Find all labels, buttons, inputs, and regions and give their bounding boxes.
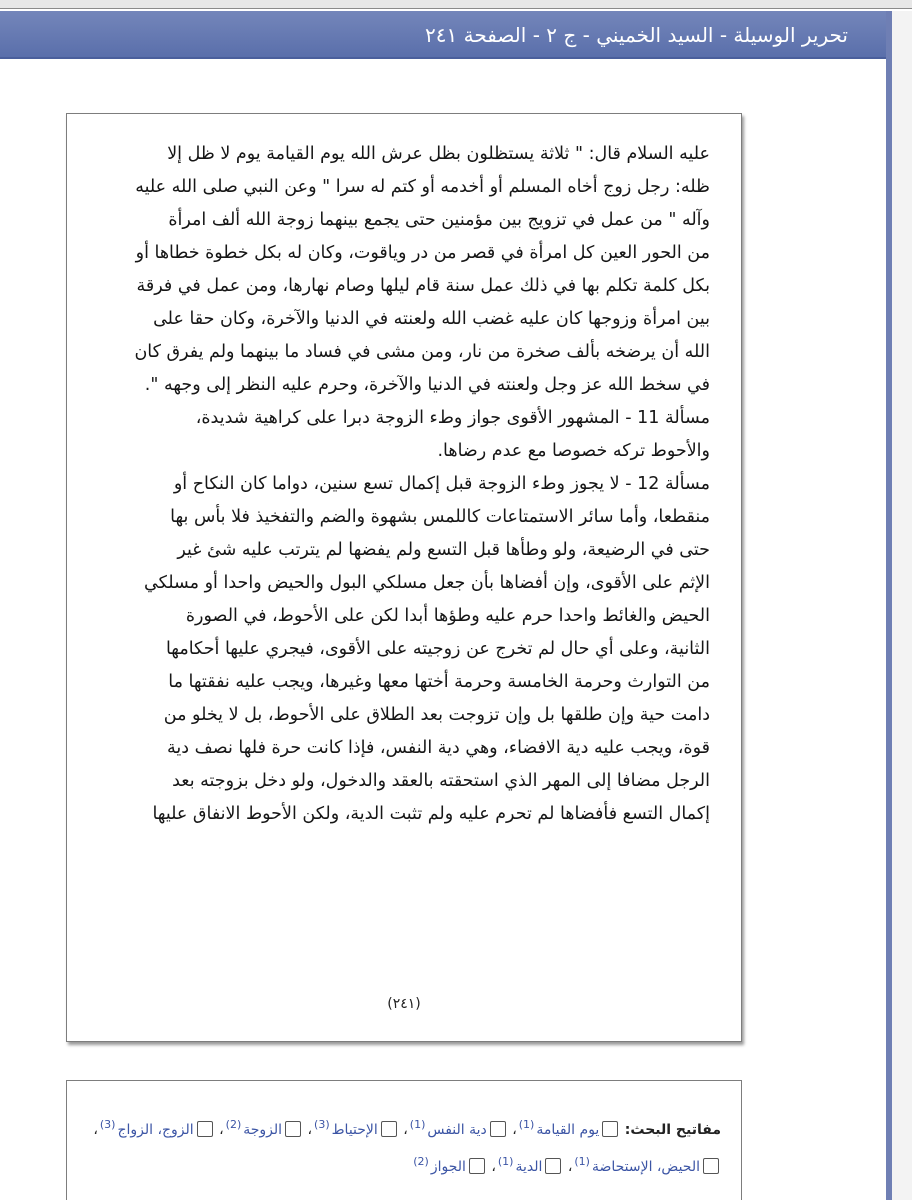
text-line: الثانية، وعلى أي حال لم تخرج عن زوجيته على الأقوى، فيجري عليها أحكامها [165, 639, 710, 659]
right-scroll-strip [892, 11, 912, 1200]
keyword-link[interactable]: الجواز [430, 1159, 466, 1175]
keyword-link[interactable]: الدية [515, 1159, 543, 1175]
text-line: بين امرأة وزوجها كان عليه غضب الله ولعنته في الدنيا والآخرة، وكان حقا على [153, 309, 710, 329]
keyword-separator: ، [486, 1159, 496, 1175]
text-line: منقطعا، وأما سائر الاستمتاعات كاللمس بشهوة والضم والتفخيذ فلا بأس بها [170, 507, 710, 527]
keyword-checkbox[interactable] [703, 1158, 719, 1174]
keyword-separator: ، [398, 1122, 408, 1138]
keyword-link[interactable]: الزوجة [243, 1122, 283, 1138]
keywords-list [81, 1109, 721, 1183]
keyword-item[interactable] [408, 1118, 508, 1138]
keyword-count: (1) [574, 1155, 590, 1168]
keyword-item[interactable] [572, 1155, 721, 1175]
page-title: تحرير الوسيلة - السيد الخميني - ج ٢ - الصفحة ٢٤١ [425, 23, 848, 47]
page-number: (٢٤١) [387, 996, 421, 1012]
keyword-separator: ، [303, 1122, 313, 1138]
text-line: والأحوط تركه خصوصا مع عدم رضاها. [437, 441, 710, 461]
keyword-count: (1) [518, 1118, 535, 1131]
keyword-item[interactable] [224, 1118, 303, 1138]
keyword-separator: ، [214, 1122, 224, 1138]
text-line: من الحور العين كل امرأة في قصر من در وياقوت، وكان له بكل خطوة خطاها أو [135, 243, 710, 263]
keyword-separator: ، [93, 1122, 98, 1138]
top-rule [0, 0, 912, 9]
keyword-link[interactable]: الحيض، الإستحاضة [591, 1159, 700, 1175]
text-line: حتى في الرضيعة، ولو وطأها قبل التسع ولم يفضها لم يترتب عليه شئ غير [177, 540, 710, 560]
title-bar [0, 11, 886, 59]
text-line: مسألة 12 - لا يجوز وطء الزوجة قبل إكمال تسع سنين، دواما كان النكاح أو [173, 474, 710, 494]
keyword-checkbox[interactable] [545, 1158, 561, 1174]
keyword-link[interactable]: الإحتياط [331, 1122, 378, 1138]
text-line: الإثم على الأقوى، وإن أفضاها بأن جعل مسلكي البول والحيض واحدا أو مسلكي [144, 573, 710, 593]
book-page [66, 113, 742, 1042]
text-line: قوة، ويجب عليه دية الافضاء، وهي دية النفس، فإذا كانت حرة فلها نصف دية [167, 738, 710, 758]
keyword-item[interactable] [411, 1155, 487, 1175]
text-line: إكمال التسع فأفضاها لم تحرم عليه ولم تثبت الدية، ولكن الأحوط الانفاق عليها [152, 804, 710, 824]
text-line: الله أن يرضخه بألف صخرة من نار، ومن مشى في فساد ما بينهما ولم يفرق كان [134, 342, 710, 362]
keyword-checkbox[interactable] [197, 1121, 213, 1137]
keywords-panel [66, 1080, 742, 1200]
keyword-count: (1) [497, 1155, 514, 1168]
keyword-item[interactable] [496, 1155, 564, 1175]
keyword-count: (3) [314, 1118, 330, 1131]
keyword-link[interactable]: يوم القيامة [536, 1122, 600, 1138]
text-line: عليه السلام قال: " ثلاثة يستظلون بظل عرش الله يوم القيامة يوم لا ظل إلا [167, 144, 710, 164]
text-line: الحيض والغائط واحدا حرم عليه وطؤها أبدا لكن على الأحوط، في الصورة [185, 606, 710, 626]
keywords-label: مفاتيح البحث: [624, 1122, 721, 1138]
keyword-count: (2) [413, 1155, 429, 1168]
keyword-link[interactable]: الزوج، الزواج [117, 1122, 194, 1138]
text-line: ظله: رجل زوج أخاه المسلم أو أخدمه أو كتم له سرا " وعن النبي صلى الله عليه [135, 177, 710, 197]
keyword-link[interactable]: دية النفس [427, 1122, 487, 1138]
keyword-count: (1) [409, 1118, 426, 1131]
text-line: مسألة 11 - المشهور الأقوى جواز وطء الزوجة دبرا على كراهية شديدة، [195, 408, 710, 428]
text-line: من التوارث وحرمة الخامسة وحرمة أختها معها وغيرها، ويجب عليه نفقتها ما [168, 672, 710, 692]
keyword-checkbox[interactable] [602, 1121, 618, 1137]
keyword-separator: ، [563, 1159, 573, 1175]
text-line: الرجل مضافا إلى المهر الذي استحقته بالعقد والدخول، ولو دخل بزوجته بعد [172, 771, 710, 791]
keyword-checkbox[interactable] [285, 1121, 301, 1137]
keyword-count: (2) [225, 1118, 242, 1131]
keyword-item[interactable] [517, 1118, 621, 1138]
keyword-item[interactable] [98, 1118, 215, 1138]
keyword-checkbox[interactable] [490, 1121, 506, 1137]
page-body-text [102, 138, 710, 831]
text-line: دامت حية وإن طلقها بل وإن تزوجت بعد الطلاق على الأحوط، بل لا يخلو من [163, 705, 710, 725]
text-line: بكل كلمة تكلم بها في ذلك عمل سنة قام ليلها وصام نهارها، ومن عمل في فرقة [136, 276, 710, 296]
keyword-checkbox[interactable] [381, 1121, 397, 1137]
keyword-item[interactable] [312, 1118, 399, 1138]
text-line: في سخط الله عز وجل ولعنته في الدنيا والآخرة، وحرم عليه النظر إلى وجهه ". [144, 375, 710, 395]
text-line: وآله " من عمل في تزويج بين مؤمنين حتى يجمع بينهما زوجة الله ألف امرأة [168, 210, 710, 230]
keyword-checkbox[interactable] [469, 1158, 485, 1174]
keyword-count: (3) [99, 1118, 116, 1131]
keyword-separator: ، [507, 1122, 517, 1138]
